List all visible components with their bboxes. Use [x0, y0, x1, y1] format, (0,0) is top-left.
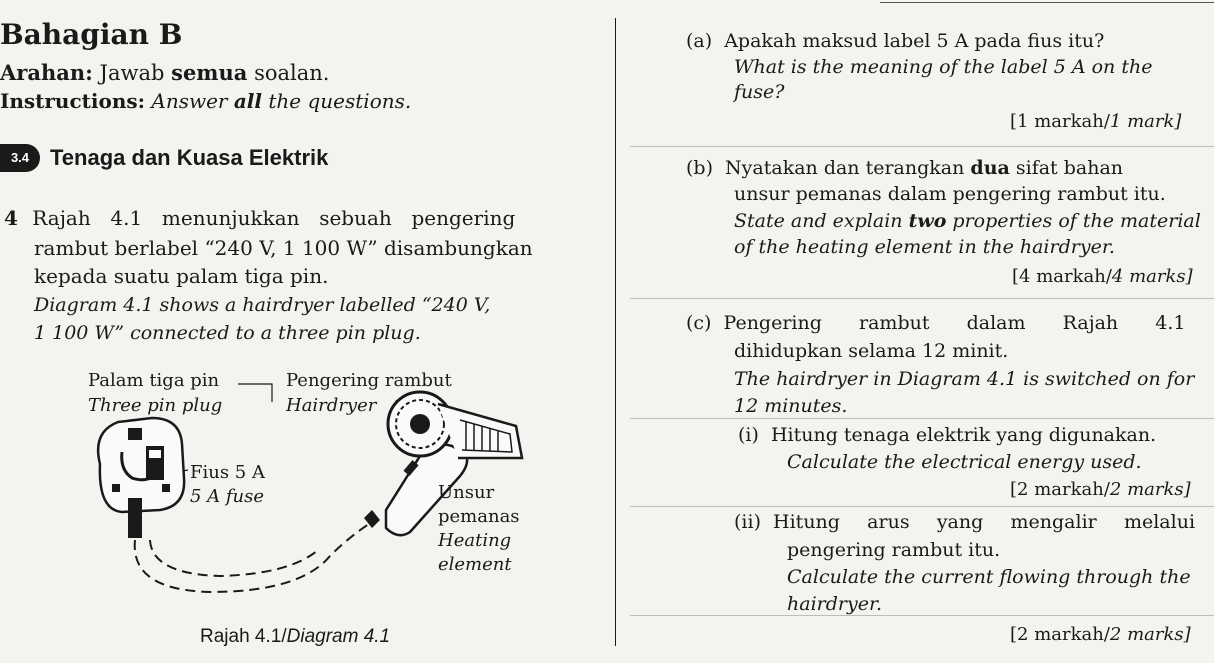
- q-a-marks: [1 markah/1 mark]: [1010, 111, 1182, 132]
- question-english-line-1: Diagram 4.1 shows a hairdryer labelled “240 V,: [34, 294, 491, 316]
- q-c-english-2: 12 minutes.: [734, 395, 848, 417]
- q-b-english-1: State and explain two properties of the material: [734, 210, 1201, 232]
- cable-2: [150, 540, 318, 576]
- q-b-marks: [4 markah/4 marks]: [1012, 266, 1193, 287]
- q-c-ii-malay-1: (ii) Hitung arus yang mengalir melalui: [734, 511, 1196, 533]
- plug-label-english: Three pin plug: [88, 395, 223, 416]
- instruction-malay: Arahan: Jawab semua soalan.: [0, 60, 330, 85]
- q-c-i-label: (i): [738, 424, 759, 446]
- q-c-ii-marks: [2 markah/2 marks]: [1010, 624, 1191, 645]
- question-english-line-2: 1 100 W” connected to a three pin plug.: [34, 322, 421, 344]
- q-c-label: (c): [686, 312, 712, 334]
- q-c-ii-english-1: Calculate the current flowing through the: [787, 566, 1191, 588]
- q-c-ii-malay-2: pengering rambut itu.: [787, 539, 1001, 561]
- q-c-ii-english-2: hairdryer.: [787, 593, 882, 615]
- q-c-i-malay: (i) Hitung tenaga elektrik yang digunakan.: [738, 424, 1157, 446]
- q-a-english-2: fuse?: [734, 81, 785, 103]
- q-a-label: (a): [686, 30, 713, 52]
- answer-line-a: [630, 146, 1214, 147]
- instruction-english: Instructions: Answer all the questions.: [0, 89, 412, 113]
- fuse-label-english: 5 A fuse: [190, 486, 265, 507]
- cable: [135, 522, 372, 592]
- diagram-caption: Rajah 4.1/Diagram 4.1: [200, 626, 391, 647]
- topic-title: Tenaga dan Kuasa Elektrik: [50, 145, 329, 170]
- column-divider: [615, 18, 616, 646]
- q-a-english-1: What is the meaning of the label 5 A on the: [734, 56, 1153, 78]
- answer-line-c-i: [630, 506, 1214, 507]
- q-c-i-marks: [2 markah/2 marks]: [1010, 479, 1191, 500]
- answer-line-c: [630, 418, 1214, 419]
- answer-line-c-ii: [630, 615, 1214, 616]
- dryer-label-english: Hairdryer: [286, 395, 377, 416]
- topic-badge: 3.4: [0, 144, 40, 172]
- q-c-malay-2: dihidupkan selama 12 minit.: [734, 340, 1009, 362]
- plug-label-malay: Palam tiga pin: [88, 370, 220, 391]
- q-c-ii-label: (ii): [734, 511, 761, 533]
- element-label-english-1: Heating: [438, 530, 512, 551]
- q-c-malay-1: (c) Pengering rambut dalam Rajah 4.1: [686, 312, 1186, 334]
- element-label-malay-1: Unsur: [438, 482, 495, 503]
- question-line-3: kepada suatu palam tiga pin.: [34, 264, 329, 288]
- dryer-label-malay: Pengering rambut: [286, 370, 452, 391]
- q-a-malay: (a) Apakah maksud label 5 A pada fius itu?: [686, 30, 1105, 52]
- section-title: Bahagian B: [0, 18, 183, 51]
- answer-line-b: [630, 298, 1214, 299]
- q-b-malay-1: (b) Nyatakan dan terangkan dua sifat bahan: [686, 157, 1124, 179]
- top-rule: [880, 2, 1214, 3]
- plug-label-line: [238, 384, 272, 402]
- question-line-2: rambut berlabel “240 V, 1 100 W” disambungkan: [34, 236, 533, 260]
- q-c-english-1: The hairdryer in Diagram 4.1 is switched on for: [734, 368, 1195, 390]
- q-b-label: (b): [686, 157, 713, 179]
- question-line-1: 4 Rajah 4.1 menunjukkan sebuah pengering: [4, 206, 516, 230]
- q-b-english-2: of the heating element in the hairdryer.: [734, 236, 1115, 258]
- element-label-english-2: element: [438, 554, 512, 575]
- fuse-label-malay: Fius 5 A: [190, 462, 265, 483]
- element-label-malay-2: pemanas: [438, 506, 520, 527]
- q-c-i-english: Calculate the electrical energy used.: [787, 451, 1142, 473]
- q-b-malay-2: unsur pemanas dalam pengering rambut itu.: [734, 183, 1166, 205]
- three-pin-plug: [98, 418, 184, 538]
- question-number: 4: [4, 206, 18, 230]
